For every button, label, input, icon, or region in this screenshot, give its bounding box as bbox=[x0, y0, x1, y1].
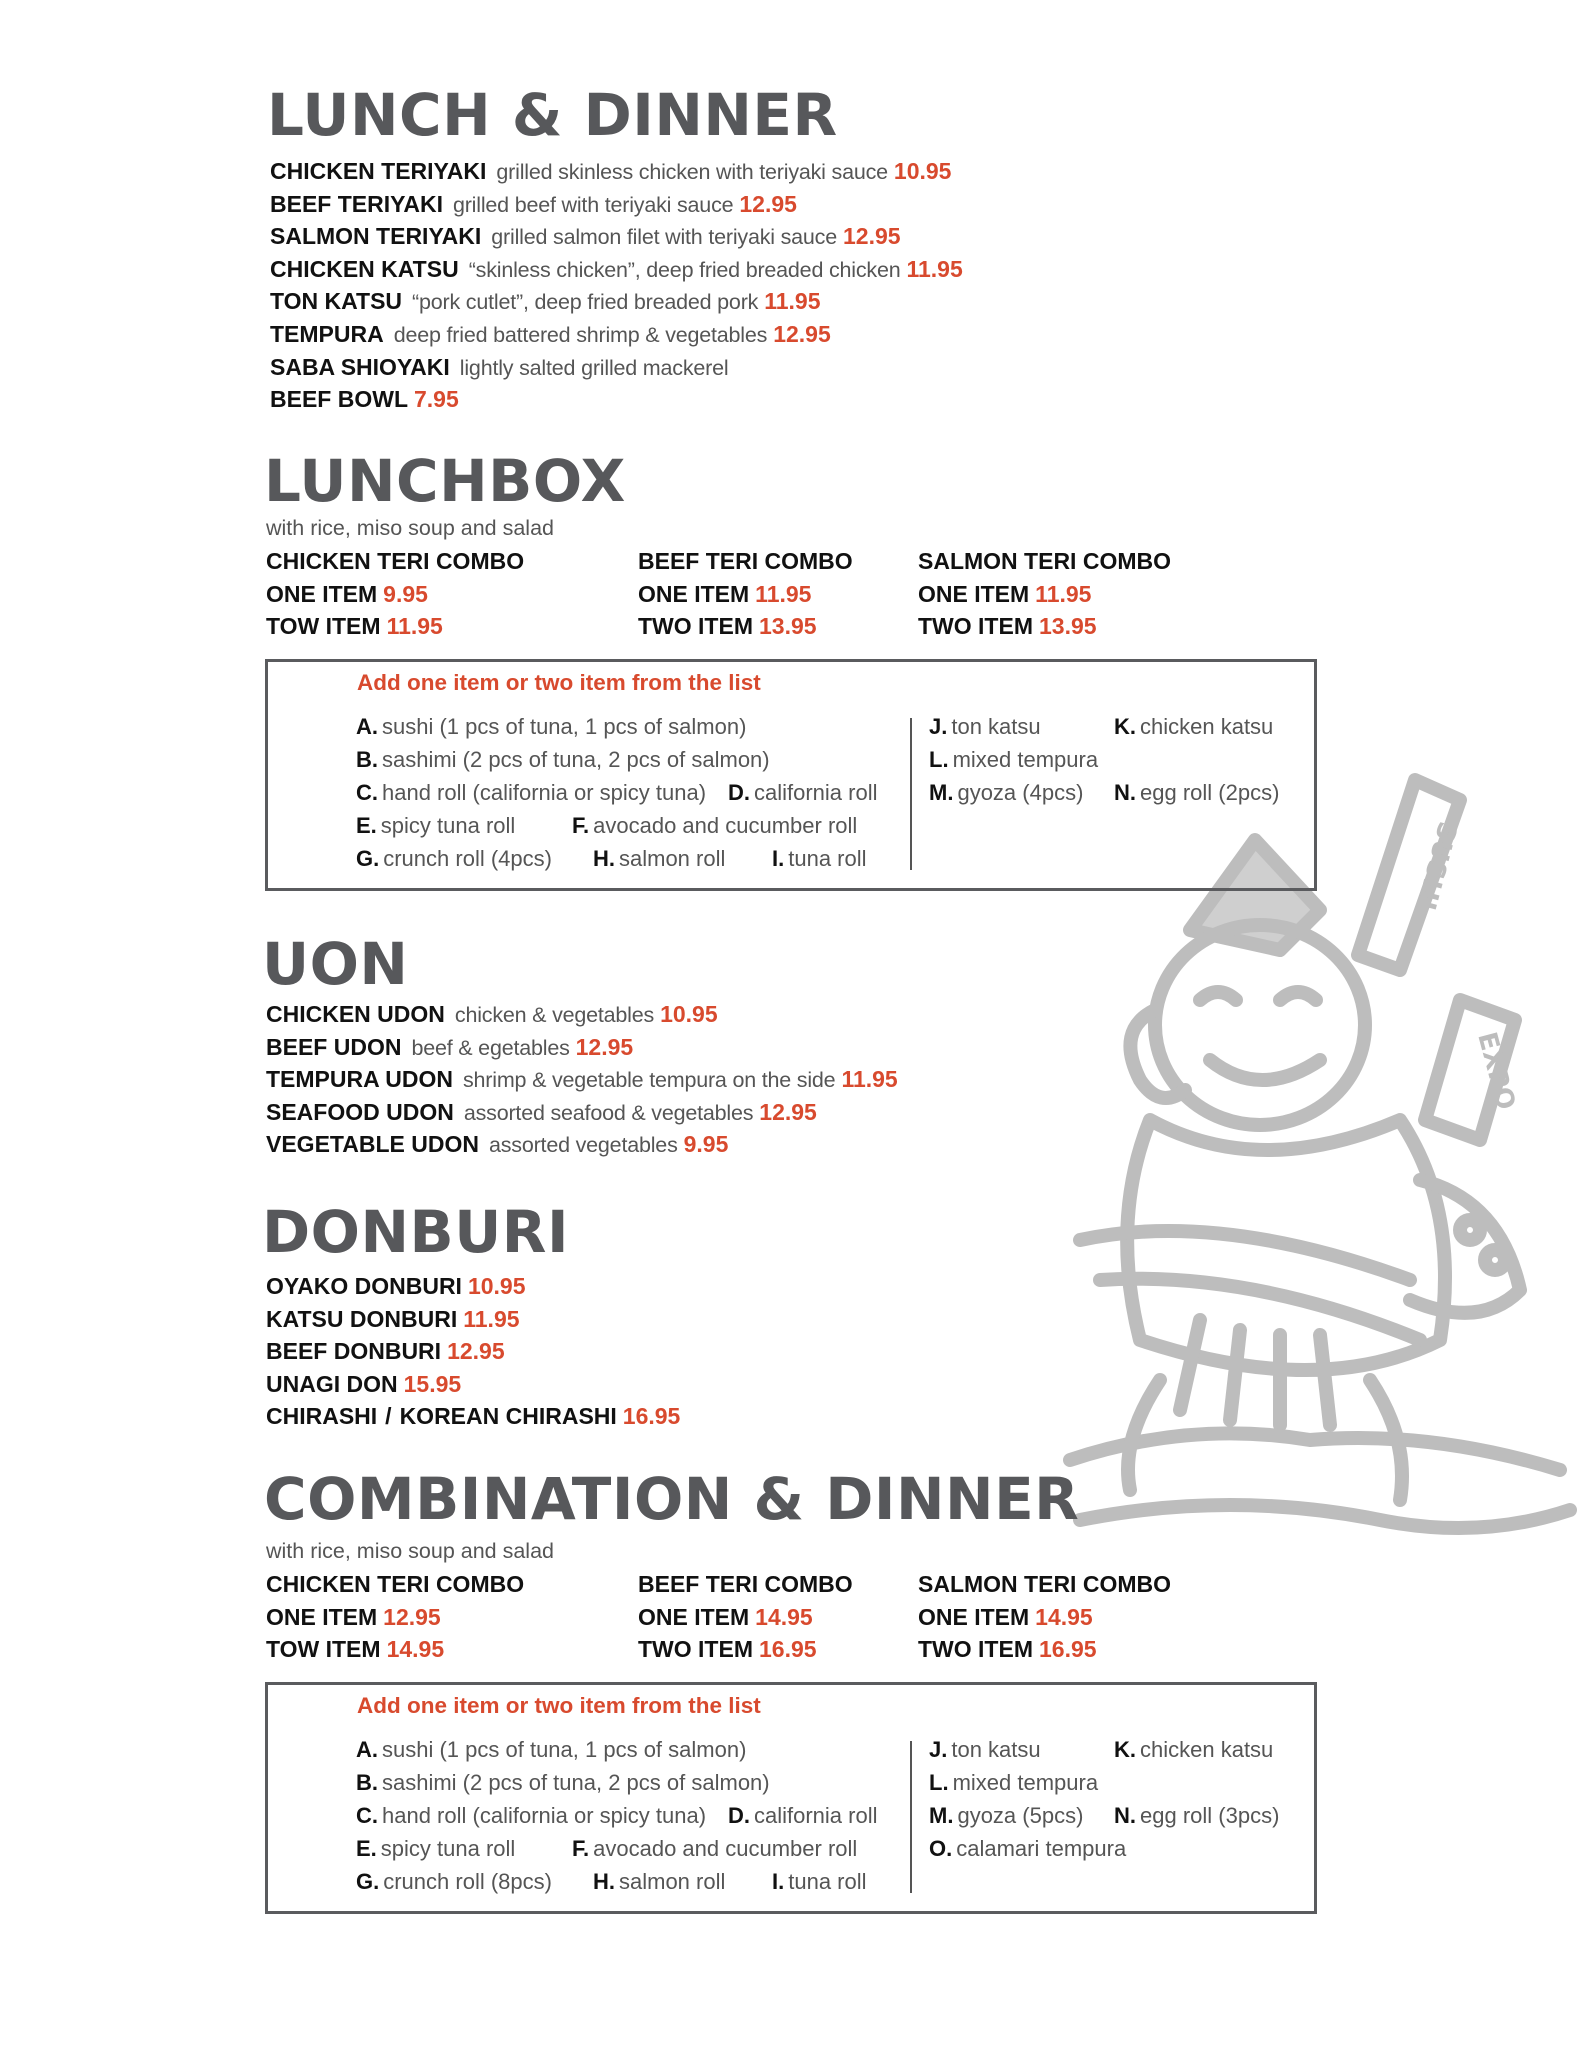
combo-column bbox=[918, 1568, 1171, 1666]
combo-two-label: TWO ITEM bbox=[918, 613, 1033, 640]
combo-two-price: 16.95 bbox=[1038, 1636, 1097, 1663]
combo-one-price: 12.95 bbox=[383, 1603, 441, 1630]
combo-two-price: 13.95 bbox=[758, 613, 817, 640]
box-divider bbox=[910, 718, 912, 870]
item-price: 9.95 bbox=[683, 1131, 729, 1158]
option-d: D. california roll bbox=[728, 1803, 878, 1828]
option-k: K. chicken katsu bbox=[1114, 1737, 1274, 1762]
item-name: TON KATSU bbox=[270, 288, 403, 315]
option-f: F. avocado and cucumber roll bbox=[572, 1836, 858, 1861]
item-desc: chicken & vegetables bbox=[454, 1003, 655, 1027]
item-name: UNAGI DON bbox=[266, 1370, 398, 1397]
item-name: SEAFOOD UDON bbox=[266, 1098, 454, 1125]
combo-one-label: ONE ITEM bbox=[266, 580, 378, 607]
combo-column bbox=[638, 545, 853, 643]
item-separator: / bbox=[385, 1403, 392, 1430]
item-desc: grilled skinless chicken with teriyaki sauce bbox=[496, 160, 888, 184]
item-desc: “skinless chicken”, deep fried breaded chicken bbox=[468, 257, 901, 282]
menu-item bbox=[270, 253, 963, 286]
item-price: 15.95 bbox=[403, 1370, 462, 1397]
option-j: J. ton katsu bbox=[929, 1737, 1041, 1762]
item-name: SABA SHIOYAKI bbox=[270, 353, 450, 380]
item-name: BEEF DONBURI bbox=[266, 1338, 442, 1365]
item-desc: shrimp & vegetable tempura on the side bbox=[462, 1068, 836, 1093]
combo-column bbox=[266, 545, 524, 643]
lunchbox-combos bbox=[266, 545, 1266, 645]
item-name: OYAKO DONBURI bbox=[266, 1273, 462, 1299]
section-title-lunchbox: LUNCHBOX bbox=[264, 447, 626, 515]
combo-two-label: TWO ITEM bbox=[638, 1636, 753, 1663]
item-price: 12.95 bbox=[575, 1033, 634, 1060]
section-note: with rice, miso soup and salad bbox=[266, 516, 555, 540]
combo-one-label: ONE ITEM bbox=[638, 580, 750, 607]
combo-column bbox=[918, 545, 1171, 643]
menu-item bbox=[266, 1368, 680, 1401]
menu-item bbox=[266, 1270, 680, 1303]
option-m: M. gyoza (5pcs) bbox=[929, 1803, 1084, 1828]
udon-list bbox=[266, 998, 898, 1161]
item-name: CHICKEN KATSU bbox=[270, 255, 459, 282]
item-price: 11.95 bbox=[906, 255, 963, 282]
item-name: KATSU DONBURI bbox=[266, 1305, 458, 1332]
section-title-lunch-dinner: LUNCH & DINNER bbox=[267, 81, 838, 149]
option-g: G. crunch roll (4pcs) bbox=[356, 846, 552, 871]
item-price: 12.95 bbox=[773, 320, 831, 347]
combo-two-label: TOW ITEM bbox=[266, 1636, 381, 1663]
combo-name: SALMON TERI COMBO bbox=[918, 1571, 1171, 1597]
menu-item bbox=[266, 1303, 680, 1336]
menu-item bbox=[266, 1063, 898, 1096]
item-desc: assorted seafood & vegetables bbox=[463, 1100, 754, 1125]
add-item-box-title: Add one item or two item from the list bbox=[357, 1693, 761, 1718]
item-name: BEEF UDON bbox=[266, 1033, 402, 1060]
menu-item bbox=[266, 1096, 898, 1129]
item-desc: assorted vegetables bbox=[488, 1133, 678, 1158]
item-name: VEGETABLE UDON bbox=[266, 1131, 479, 1158]
item-desc: grilled salmon filet with teriyaki sauce bbox=[491, 225, 837, 250]
menu-item bbox=[266, 1031, 898, 1064]
item-desc: deep fried battered shrimp & vegetables bbox=[393, 322, 768, 347]
option-a: A. sushi (1 pcs of tuna, 1 pcs of salmon) bbox=[356, 714, 747, 739]
combo-name: CHICKEN TERI COMBO bbox=[266, 1571, 525, 1597]
menu-item bbox=[270, 318, 963, 351]
add-item-box bbox=[265, 659, 1317, 891]
combo-column bbox=[638, 1568, 853, 1666]
item-name: CHICKEN UDON bbox=[266, 1001, 445, 1027]
lunch-dinner-list bbox=[270, 155, 963, 416]
item-name: TEMPURA UDON bbox=[266, 1066, 453, 1093]
section-title-udon: UON bbox=[262, 930, 409, 998]
item-price: 12.95 bbox=[739, 190, 797, 217]
option-i: I. tuna roll bbox=[772, 1869, 867, 1894]
combo-name: BEEF TERI COMBO bbox=[638, 1571, 853, 1597]
option-e: E. spicy tuna roll bbox=[356, 813, 516, 838]
add-item-box-title: Add one item or two item from the list bbox=[357, 670, 761, 695]
menu-item bbox=[266, 1128, 898, 1161]
item-name: BEEF BOWL bbox=[270, 386, 408, 413]
menu-item bbox=[266, 1335, 680, 1368]
item-desc: lightly salted grilled mackerel bbox=[459, 355, 729, 380]
item-name: CHIRASHI bbox=[266, 1403, 378, 1430]
combo-name: CHICKEN TERI COMBO bbox=[266, 548, 525, 574]
combo-two-price: 11.95 bbox=[386, 613, 443, 640]
item-price: 11.95 bbox=[764, 288, 821, 315]
mascot-banner-text: SUSHI bbox=[1409, 818, 1463, 913]
option-h: H. salmon roll bbox=[593, 846, 726, 871]
option-n: N. egg roll (3pcs) bbox=[1114, 1803, 1280, 1828]
combo-two-label: TWO ITEM bbox=[638, 613, 753, 640]
combo-one-price: 11.95 bbox=[1035, 580, 1092, 607]
add-item-box bbox=[265, 1682, 1317, 1914]
section-note: with rice, miso soup and salad bbox=[266, 1539, 555, 1563]
menu-item bbox=[270, 383, 963, 416]
option-n: N. egg roll (2pcs) bbox=[1114, 780, 1280, 805]
mascot-sign-text: EXPO bbox=[1471, 1029, 1521, 1114]
combo-one-price: 9.95 bbox=[383, 580, 428, 607]
item-price: 12.95 bbox=[447, 1338, 505, 1365]
option-e: E. spicy tuna roll bbox=[356, 1836, 516, 1861]
combo-two-label: TOW ITEM bbox=[266, 613, 381, 640]
menu-item bbox=[266, 998, 898, 1031]
option-c: C. hand roll (california or spicy tuna) bbox=[356, 1803, 707, 1828]
option-o: O. calamari tempura bbox=[929, 1836, 1127, 1861]
item-price: 12.95 bbox=[842, 223, 901, 250]
section-title-combination: COMBINATION & DINNER bbox=[264, 1465, 1080, 1533]
item-name: TEMPURA bbox=[270, 320, 384, 347]
option-k: K. chicken katsu bbox=[1114, 714, 1274, 739]
menu-item bbox=[266, 1400, 680, 1433]
option-g: G. crunch roll (8pcs) bbox=[356, 1869, 552, 1894]
menu-item bbox=[270, 220, 963, 253]
option-j: J. ton katsu bbox=[929, 714, 1041, 739]
item-price: 12.95 bbox=[759, 1098, 817, 1125]
item-desc: “pork cutlet”, deep fried breaded pork bbox=[412, 290, 759, 315]
item-name: CHICKEN TERIYAKI bbox=[270, 158, 487, 184]
combo-name: SALMON TERI COMBO bbox=[918, 548, 1171, 574]
item-name: BEEF TERIYAKI bbox=[270, 190, 443, 217]
option-c: C. hand roll (california or spicy tuna) bbox=[356, 780, 707, 805]
option-f: F. avocado and cucumber roll bbox=[572, 813, 858, 838]
option-b: B. sashimi (2 pcs of tuna, 2 pcs of salmon) bbox=[356, 747, 770, 772]
combo-one-price: 14.95 bbox=[1035, 1603, 1093, 1630]
option-h: H. salmon roll bbox=[593, 1869, 726, 1894]
combination-combos bbox=[266, 1568, 1266, 1668]
item-name-2: KOREAN CHIRASHI bbox=[399, 1403, 617, 1430]
combo-one-label: ONE ITEM bbox=[266, 1603, 378, 1630]
menu-item bbox=[270, 188, 963, 221]
menu-item bbox=[270, 351, 963, 384]
item-price: 10.95 bbox=[893, 158, 952, 184]
combo-one-label: ONE ITEM bbox=[918, 580, 1030, 607]
menu-item bbox=[270, 285, 963, 318]
option-d: D. california roll bbox=[728, 780, 878, 805]
option-l: L. mixed tempura bbox=[929, 747, 1099, 772]
item-price: 10.95 bbox=[660, 1001, 718, 1027]
combo-one-label: ONE ITEM bbox=[918, 1603, 1030, 1630]
combo-two-price: 16.95 bbox=[758, 1636, 817, 1663]
combo-two-price: 14.95 bbox=[386, 1636, 445, 1663]
section-title-donburi: DONBURI bbox=[262, 1198, 570, 1266]
item-desc: beef & egetables bbox=[411, 1035, 570, 1060]
item-price: 7.95 bbox=[414, 386, 459, 413]
item-price: 11.95 bbox=[841, 1066, 898, 1093]
option-m: M. gyoza (4pcs) bbox=[929, 780, 1084, 805]
option-b: B. sashimi (2 pcs of tuna, 2 pcs of salmon) bbox=[356, 1770, 770, 1795]
option-i: I. tuna roll bbox=[772, 846, 867, 871]
item-price: 10.95 bbox=[467, 1273, 526, 1299]
combo-name: BEEF TERI COMBO bbox=[638, 548, 853, 574]
item-desc: grilled beef with teriyaki sauce bbox=[452, 192, 734, 217]
donburi-list bbox=[266, 1270, 680, 1433]
combo-two-price: 13.95 bbox=[1038, 613, 1097, 640]
item-name: SALMON TERIYAKI bbox=[270, 223, 482, 250]
box-divider bbox=[910, 1741, 912, 1893]
combo-one-price: 14.95 bbox=[755, 1603, 813, 1630]
option-a: A. sushi (1 pcs of tuna, 1 pcs of salmon) bbox=[356, 1737, 747, 1762]
menu-item bbox=[270, 155, 963, 188]
combo-column bbox=[266, 1568, 524, 1666]
combo-two-label: TWO ITEM bbox=[918, 1636, 1033, 1663]
combo-one-price: 11.95 bbox=[755, 580, 812, 607]
option-l: L. mixed tempura bbox=[929, 1770, 1099, 1795]
item-price: 16.95 bbox=[622, 1403, 681, 1430]
combo-one-label: ONE ITEM bbox=[638, 1603, 750, 1630]
item-price: 11.95 bbox=[463, 1305, 520, 1332]
